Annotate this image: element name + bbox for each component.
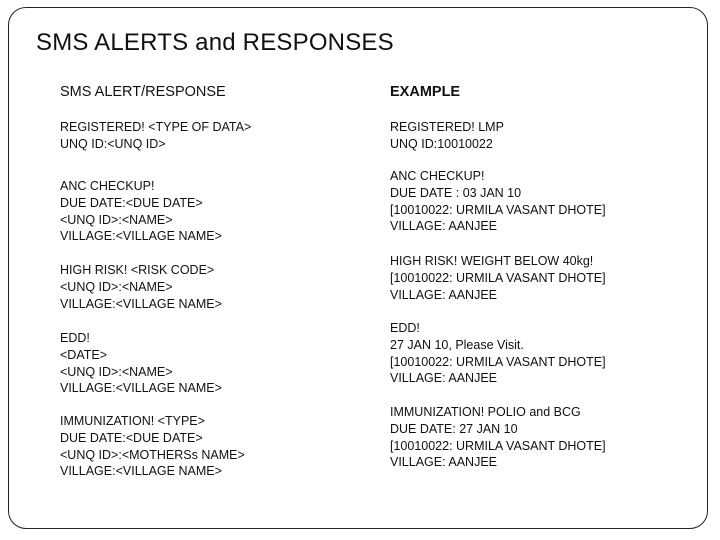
alert-line: IMMUNIZATION! <TYPE> [60, 414, 205, 428]
alert-cell-immunization [60, 413, 245, 480]
example-line: VILLAGE: AANJEE [390, 287, 497, 302]
alert-line: <UNQ ID>:<MOTHERSs NAME> [60, 447, 245, 462]
alert-line: VILLAGE:<VILLAGE NAME> [60, 229, 222, 244]
example-cell-registered [390, 119, 504, 153]
example-line: [10010022: URMILA VASANT DHOTE] [390, 202, 606, 217]
example-line: [10010022: URMILA VASANT DHOTE] [390, 354, 606, 369]
example-line: EDD! [390, 321, 420, 335]
alert-cell-edd [60, 330, 222, 397]
column-header-example: EXAMPLE [390, 84, 461, 100]
example-cell-high-risk [390, 253, 606, 303]
column-header-alert: SMS ALERT/RESPONSE [60, 84, 226, 100]
example-line: REGISTERED! LMP [390, 120, 504, 134]
alert-line: VILLAGE:<VILLAGE NAME> [60, 296, 222, 311]
alert-line: <UNQ ID>:<NAME> [60, 279, 173, 294]
alert-line: VILLAGE:<VILLAGE NAME> [60, 381, 222, 396]
example-line: VILLAGE: AANJEE [390, 371, 497, 386]
alert-line: EDD! [60, 331, 90, 345]
alert-cell-registered [60, 119, 251, 153]
example-line: VILLAGE: AANJEE [390, 455, 497, 470]
alert-line: <DATE> [60, 347, 108, 362]
alert-line: VILLAGE:<VILLAGE NAME> [60, 464, 222, 479]
example-cell-edd [390, 320, 606, 387]
alert-cell-high-risk [60, 262, 222, 312]
alert-line: HIGH RISK! <RISK CODE> [60, 263, 215, 277]
alert-line: DUE DATE:<DUE DATE> [60, 430, 203, 445]
example-line: IMMUNIZATION! POLIO and BCG [390, 405, 581, 419]
example-line: [10010022: URMILA VASANT DHOTE] [390, 270, 606, 285]
alert-line: <UNQ ID>:<NAME> [60, 364, 173, 379]
example-line: VILLAGE: AANJEE [390, 219, 497, 234]
example-line: HIGH RISK! WEIGHT BELOW 40kg! [390, 254, 594, 268]
alert-line: <UNQ ID>:<NAME> [60, 212, 173, 227]
alert-line: UNQ ID:<UNQ ID> [60, 136, 166, 151]
example-line: DUE DATE: 27 JAN 10 [390, 421, 518, 436]
example-cell-immunization [390, 404, 606, 471]
alert-line: ANC CHECKUP! [60, 179, 155, 193]
example-line: DUE DATE : 03 JAN 10 [390, 185, 522, 200]
page-title: SMS ALERTS and RESPONSES [36, 29, 394, 56]
example-cell-anc-checkup [390, 168, 606, 235]
alert-cell-anc-checkup [60, 178, 222, 245]
example-line: UNQ ID:10010022 [390, 136, 493, 151]
alert-line: DUE DATE:<DUE DATE> [60, 195, 203, 210]
alert-line: REGISTERED! <TYPE OF DATA> [60, 120, 252, 134]
example-line: ANC CHECKUP! [390, 169, 485, 183]
example-line: [10010022: URMILA VASANT DHOTE] [390, 438, 606, 453]
example-line: 27 JAN 10, Please Visit. [390, 337, 524, 352]
